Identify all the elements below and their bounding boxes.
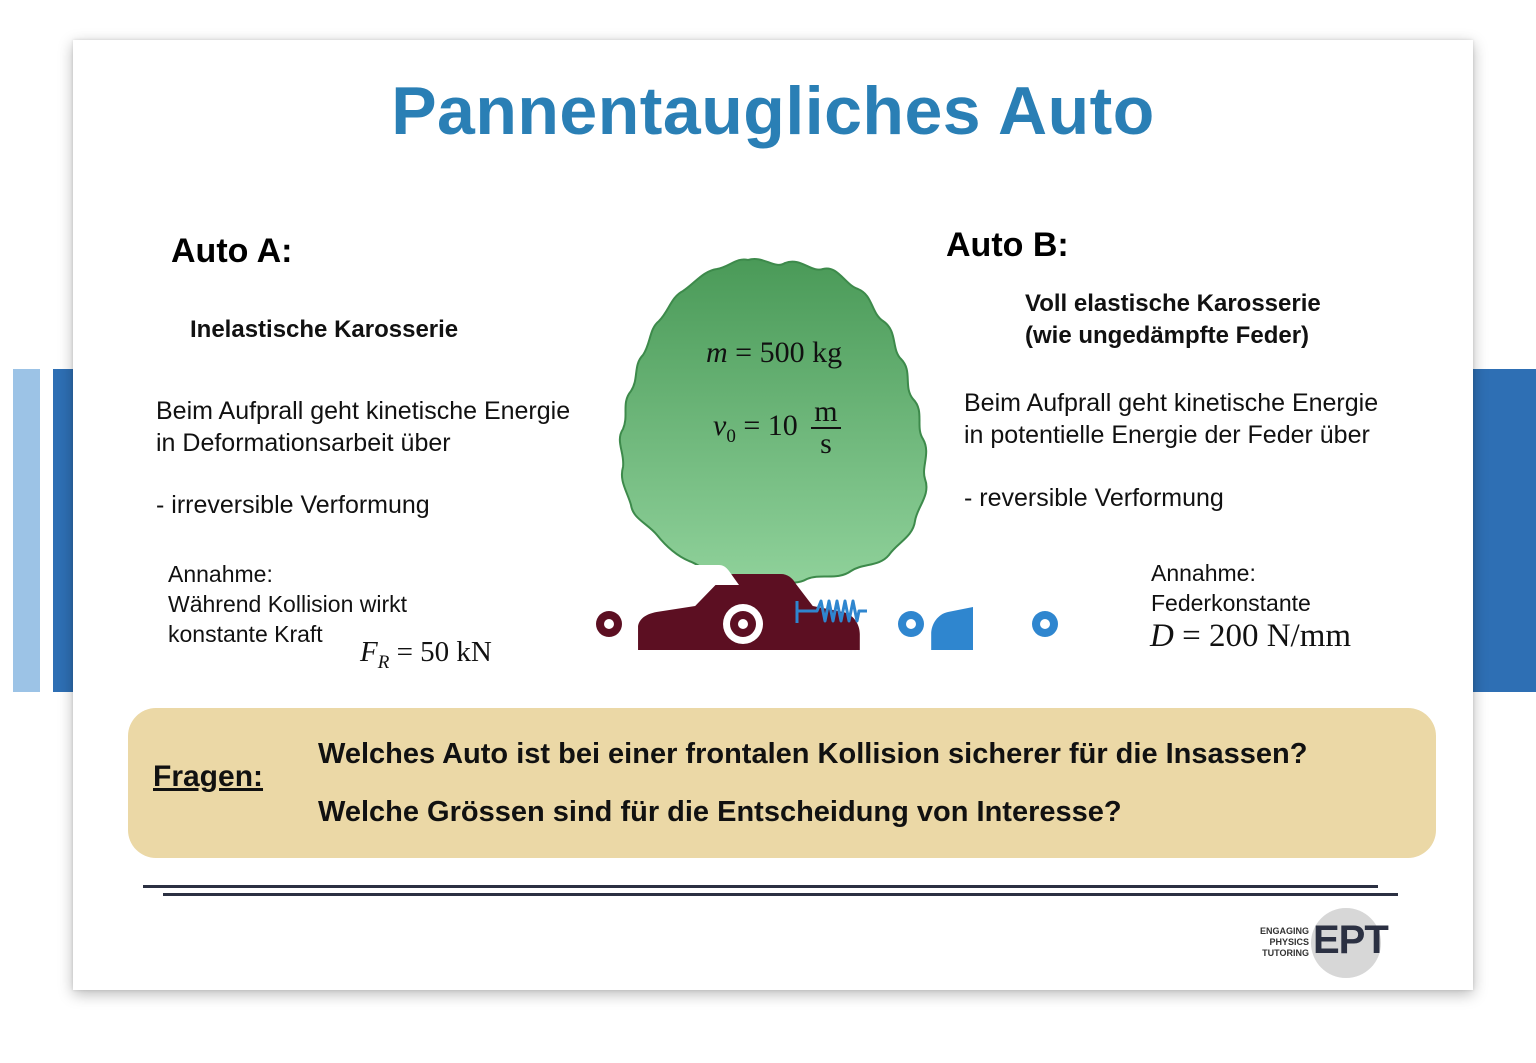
- auto-a-formula-symbol: F: [360, 636, 378, 668]
- auto-a-note-line1: Annahme:: [168, 561, 273, 587]
- auto-b-bullet: - reversible Verformung: [964, 484, 1224, 512]
- auto-a-formula-rhs: = 50 kN: [396, 636, 492, 668]
- logo-line2: PHYSICS: [1269, 937, 1309, 947]
- auto-b-formula-symbol: D: [1150, 618, 1174, 654]
- auto-a-bullet: - irreversible Verformung: [156, 491, 430, 519]
- footer-line-top: [143, 885, 1378, 888]
- auto-b-heading: Auto B:: [946, 226, 1069, 264]
- questions-label: Fragen:: [153, 760, 264, 793]
- car-a-windows: [627, 565, 739, 585]
- auto-a-body-line1: Beim Aufprall geht kinetische Energie: [156, 397, 571, 425]
- car-b-windows: [929, 565, 1041, 585]
- auto-a-formula: [360, 636, 492, 674]
- auto-a-body: [156, 395, 570, 459]
- tree-velocity-unit: [811, 397, 840, 459]
- auto-b-note-line2: Federkonstante: [1151, 590, 1311, 616]
- logo-tagline: [1253, 926, 1309, 959]
- car-a-wheel-rear: [589, 604, 629, 644]
- deco-bar-left-light: [13, 369, 40, 692]
- footer-line-bottom: [163, 893, 1398, 896]
- auto-b-formula-rhs: = 200 N/mm: [1182, 618, 1352, 654]
- spring-icon: [797, 601, 867, 623]
- logo-mark: EPT: [1313, 918, 1388, 962]
- auto-a-subheading: Inelastische Karosserie: [190, 316, 459, 343]
- auto-b-subheading-line2: (wie ungedämpfte Feder): [1025, 322, 1310, 349]
- tree-velocity-rhs: = 10: [743, 408, 798, 442]
- logo-line1: ENGAGING: [1259, 926, 1309, 936]
- logo-line3: TUTORING: [1262, 948, 1309, 958]
- slide: [73, 40, 1473, 990]
- car-details: [553, 545, 1113, 665]
- tree-mass-rhs: = 500 kg: [735, 336, 843, 369]
- tree-formula-velocity: [713, 397, 841, 459]
- auto-b-formula: [1150, 618, 1351, 655]
- auto-b-subheading-line1: Voll elastische Karosserie: [1025, 290, 1321, 317]
- tree-velocity-unit-num: m: [811, 397, 840, 429]
- car-b-wheel-rear: [1025, 604, 1065, 644]
- auto-a-formula-subscript: R: [377, 651, 390, 673]
- auto-a-note-line2: Während Kollision wirkt: [168, 591, 408, 617]
- auto-b-body-line2: in potentielle Energie der Feder über: [964, 421, 1370, 449]
- auto-b-body: [964, 387, 1378, 451]
- auto-a-body-line2: in Deformationsarbeit über: [156, 429, 451, 457]
- auto-b-note: [1151, 558, 1311, 618]
- deco-bar-left-dark: [53, 369, 73, 692]
- car-b-wheel-front: [891, 604, 931, 644]
- auto-b-note-line1: Annahme:: [1151, 560, 1256, 586]
- tree-velocity-unit-den: s: [820, 427, 832, 460]
- tree-velocity-symbol: v: [713, 408, 727, 442]
- question-1: Welches Auto ist bei einer frontalen Kollision sicherer für die Insassen?: [318, 738, 1308, 770]
- tree-velocity-subscript: 0: [726, 425, 736, 447]
- deco-bar-right-dark: [1473, 369, 1536, 692]
- questions-box: [128, 708, 1436, 858]
- tree-mass-symbol: m: [706, 336, 728, 369]
- auto-a-heading: Auto A:: [171, 232, 293, 270]
- question-2: Welche Grössen sind für die Entscheidung von Interesse?: [318, 796, 1122, 828]
- auto-a-note-line3: konstante Kraft: [168, 621, 323, 647]
- auto-b-body-line1: Beim Aufprall geht kinetische Energie: [964, 389, 1379, 417]
- auto-b-subheading: [1025, 288, 1321, 352]
- tree-formula-mass: [706, 336, 842, 370]
- car-a-wheel-front: [723, 604, 763, 644]
- slide-title: Pannentaugliches Auto: [391, 73, 1155, 149]
